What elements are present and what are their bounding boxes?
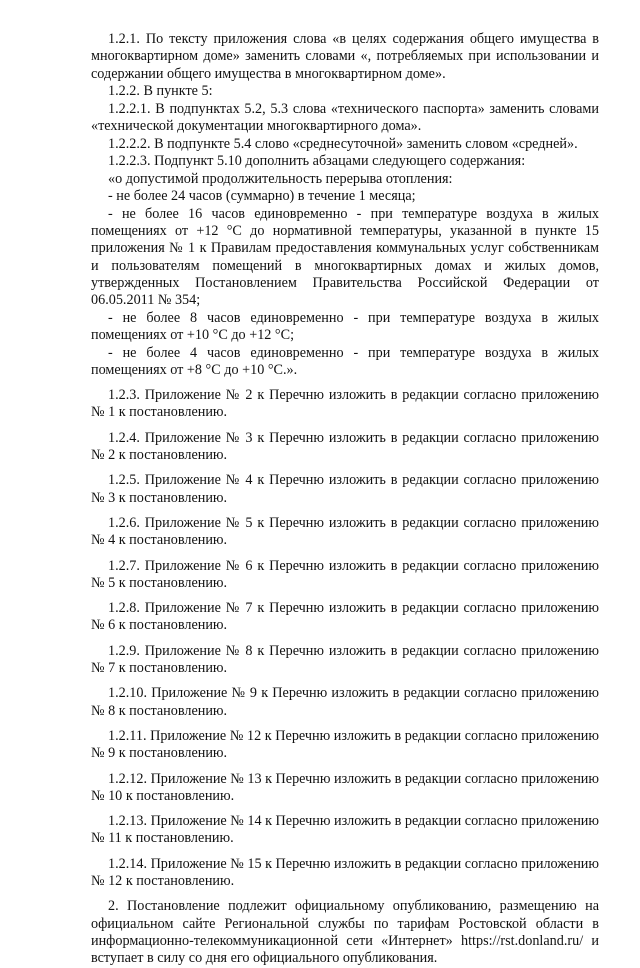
paragraph-1-2-4: 1.2.4. Приложение № 3 к Перечню изложить в редакции согласно приложению № 2 к постановлению.	[91, 429, 599, 464]
paragraph-1-2-5: 1.2.5. Приложение № 4 к Перечню изложить в редакции согласно приложению № 3 к постановлению.	[91, 472, 599, 506]
paragraph-1-2-14: 1.2.14. Приложение № 15 к Перечню изложить в редакции согласно приложению № 12 к постановлению.	[91, 855, 599, 890]
paragraph-2-publication: 2. Постановление подлежит официальному опубликованию, размещению на официальном сайте Региональной службы по тарифам Ростовской области в информационно-телекоммуникационной сети «Интернет» https://rst.donland.ru/ и вступает в силу со дня его официального опубликования.	[91, 898, 599, 967]
paragraph-1-2-2-2: 1.2.2.2. В подпункте 5.4 слово «среднесуточной» заменить словом «средней».	[108, 135, 578, 152]
quote-heading: «о допустимой продолжительность перерыва отопления:	[108, 170, 453, 187]
bullet-4-hours: - не более 4 часов единовременно - при температуре воздуха в жилых помещениях от +8 °С до +10 °С.».	[91, 344, 599, 378]
paragraph-1-2-10: 1.2.10. Приложение № 9 к Перечню изложить в редакции согласно приложению № 8 к постановлению.	[91, 685, 599, 719]
paragraph-1-2-11: 1.2.11. Приложение № 12 к Перечню изложить в редакции согласно приложению № 9 к постановлению.	[91, 727, 599, 762]
paragraph-1-2-3: 1.2.3. Приложение № 2 к Перечню изложить в редакции согласно приложению № 1 к постановлению.	[91, 387, 599, 421]
paragraph-1-2-7: 1.2.7. Приложение № 6 к Перечню изложить в редакции согласно приложению № 5 к постановлению.	[91, 557, 599, 591]
bullet-8-hours: - не более 8 часов единовременно - при температуре воздуха в жилых помещениях от +10 °С до +12 °С;	[91, 309, 599, 344]
paragraph-1-2-2-1: 1.2.2.1. В подпунктах 5.2, 5.3 слова «технического паспорта» заменить словами «технической документации многоквартирного дома».	[91, 100, 599, 134]
document-page	[91, 31, 599, 968]
paragraph-1-2-8: 1.2.8. Приложение № 7 к Перечню изложить в редакции согласно приложению № 6 к постановлению.	[91, 600, 599, 634]
paragraph-1-2-12: 1.2.12. Приложение № 13 к Перечню изложить в редакции согласно приложению № 10 к постановлению.	[91, 770, 599, 804]
paragraph-1-2-9: 1.2.9. Приложение № 8 к Перечню изложить в редакции согласно приложению № 7 к постановлению.	[91, 642, 599, 677]
bullet-24-hours: - не более 24 часов (суммарно) в течение 1 месяца;	[108, 188, 416, 205]
paragraph-1-2-13: 1.2.13. Приложение № 14 к Перечню изложить в редакции согласно приложению № 11 к постановлению.	[91, 813, 599, 847]
paragraph-1-2-2-3: 1.2.2.3. Подпункт 5.10 дополнить абзацами следующего содержания:	[108, 153, 526, 170]
paragraph-1-2-2: 1.2.2. В пункте 5:	[108, 83, 213, 100]
bullet-16-hours: - не более 16 часов единовременно - при температуре воздуха в жилых помещениях от +12 °С до нормативной температуры, указанной в пункте 15 приложения № 1 к Правилам предоставления коммунальных услуг собственникам и пользователям помещений в многоквартирных домах и жилых домов, утвержденных Постановлением Правительства Российской Федерации от 06.05.2011 № 354;	[91, 205, 599, 309]
paragraph-1-2-6: 1.2.6. Приложение № 5 к Перечню изложить в редакции согласно приложению № 4 к постановлению.	[91, 514, 599, 549]
paragraph-1-2-1: 1.2.1. По тексту приложения слова «в целях содержания общего имущества в многоквартирном доме» заменить словами «, потребляемых при использовании и содержании общего имущества в многоквартирном доме».	[91, 31, 599, 82]
